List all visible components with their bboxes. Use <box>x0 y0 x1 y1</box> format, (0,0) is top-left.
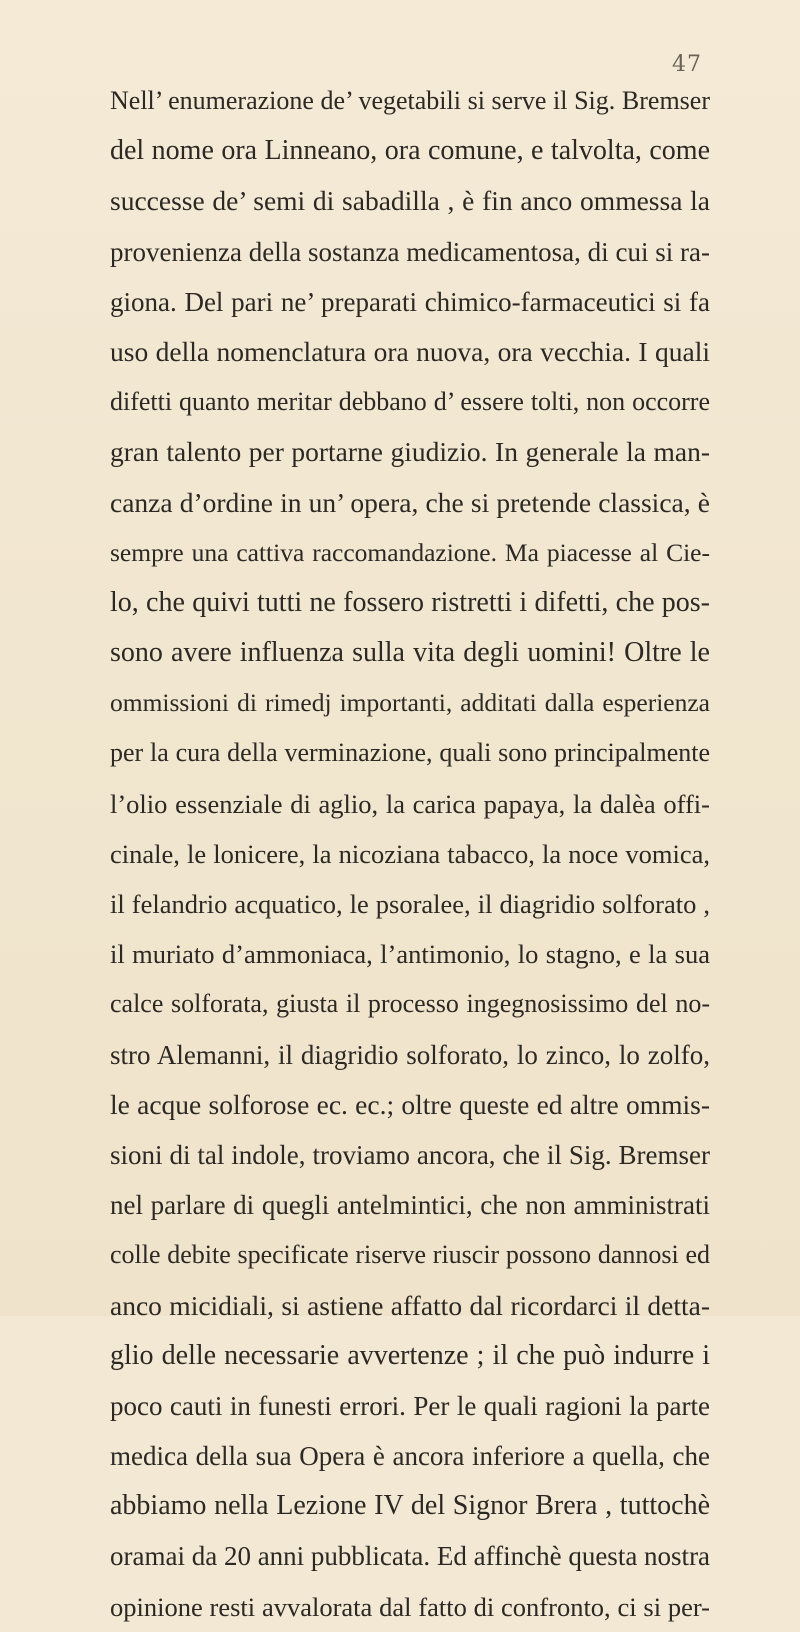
text-line: uso della nomenclatura ora nuova, ora vecchia. I quali <box>110 335 710 367</box>
text-line: calce solforata, giusta il processo ingegnosissimo del no- <box>110 989 710 1019</box>
text-line: medica della sua Opera è ancora inferiore a quella, che <box>110 1441 710 1472</box>
text-line: successe de’ semi di sabadilla , è fin anco ommessa la <box>110 185 710 217</box>
text-line: le acque solforose ec. ec.; oltre queste ed altre ommis- <box>110 1088 710 1120</box>
text-line: glio delle necessarie avvertenze ; il che può indurre i <box>110 1339 710 1371</box>
text-line: provenienza della sostanza medicamentosa, di cui si ra- <box>110 236 710 267</box>
text-line: gran talento per portarne giudizio. In generale la man- <box>110 436 710 468</box>
text-line: il muriato d’ammoniaca, l’antimonio, lo stagno, e la sua <box>110 939 710 970</box>
text-line: giona. Del pari ne’ preparati chimico-farmaceutici si fa <box>110 286 710 317</box>
text-line: Nell’ enumerazione de’ vegetabili si serve il Sig. Bremser <box>110 86 710 115</box>
text-line: difetti quanto meritar debbano d’ essere tolti, non occorre <box>110 387 710 417</box>
text-line: abbiamo nella Lezione IV del Signor Brera , tuttochè <box>110 1490 710 1522</box>
text-line: colle debite specificate riserve riuscir possono dannosi ed <box>110 1240 710 1270</box>
text-line: sioni di tal indole, troviamo ancora, che il Sig. Bremser <box>110 1139 710 1170</box>
text-line: del nome ora Linneano, ora comune, e talvolta, come <box>110 135 710 167</box>
page-number: 47 <box>672 52 702 77</box>
text-line: opinione resti avvalorata dal fatto di confronto, ci si per- <box>110 1591 710 1622</box>
text-line: sono avere influenza sulla vita degli uomini! Oltre le <box>110 637 710 669</box>
text-line: sempre una cattiva raccomandazione. Ma piacesse al Cie- <box>110 537 710 567</box>
text-line: per la cura della verminazione, quali sono principalmente <box>110 738 710 768</box>
text-line: stro Alemanni, il diagridio solforato, lo zinco, lo zolfo, <box>110 1039 710 1070</box>
body-text <box>110 76 710 1632</box>
text-line: cinale, le lonicere, la nicoziana tabacco, la noce vomica, <box>110 838 710 869</box>
text-line: l’olio essenziale di aglio, la carica papaya, la dalèa offi- <box>110 788 710 819</box>
text-line: canza d’ordine in un’ opera, che si pretende classica, è <box>110 486 710 518</box>
text-line: ommissioni di rimedj importanti, additati dalla esperienza <box>110 688 710 718</box>
text-line: poco cauti in funesti errori. Per le quali ragioni la parte <box>110 1390 710 1421</box>
text-line: nel parlare di quegli antelmintici, che non amministrati <box>110 1190 710 1221</box>
text-line: lo, che quivi tutti ne fossero ristretti i difetti, che pos- <box>110 586 710 618</box>
text-line: oramai da 20 anni pubblicata. Ed affinchè questa nostra <box>110 1541 711 1572</box>
text-line: anco micidiali, si astiene affatto dal ricordarci il detta- <box>110 1289 710 1321</box>
text-line: il felandrio acquatico, le psoralee, il diagridio solforato , <box>110 889 710 919</box>
